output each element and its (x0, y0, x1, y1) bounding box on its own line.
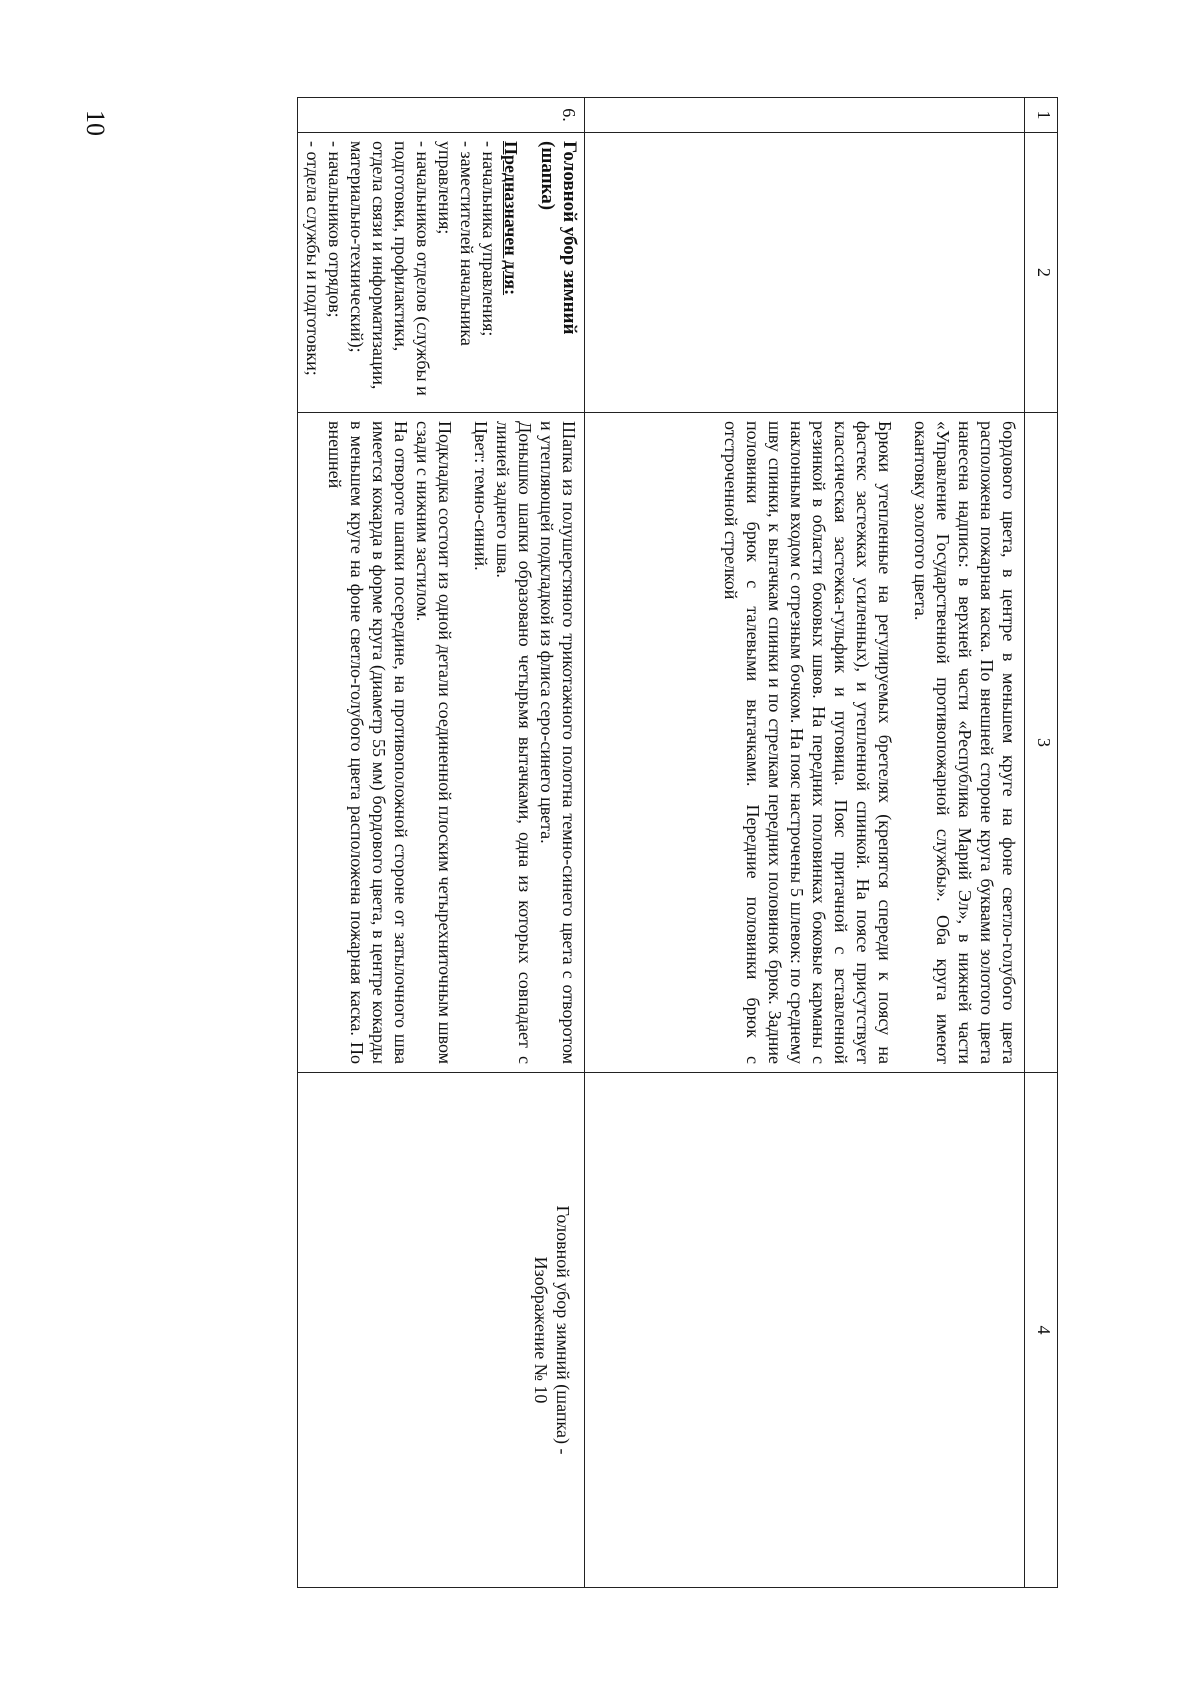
row6-intended-item: - начальников отделов (службы и подготовки, профилактики, отдела связи и информатизации, материально-технический); (347, 141, 433, 396)
cont-col-2 (585, 133, 1025, 413)
page-number: 10 (81, 110, 110, 136)
table-row-continued (585, 98, 1025, 1588)
row6-intended-item: - начальника управления; (479, 141, 499, 337)
row6-intended-item: - отдела службы и подготовки; (303, 141, 323, 376)
cont-desc-p1: бордового цвета, в центре в меньшем круге на фоне светло-голубого цвета расположена пожарная каска. По внешней стороне круга буквами золотого цвета нанесена надпись: в верхней части «Республика Марий Эл», в нижней части «Управление Государственной противопожарной службы». Оба круга имеют окантовку золотого цвета. (911, 421, 1019, 1064)
row6-title: Головной убор зимний (шапка) (537, 141, 580, 335)
header-col-1: 1 (1025, 98, 1058, 133)
header-col-4: 4 (1025, 1073, 1058, 1588)
row6-intended-item: - начальников отрядов; (325, 141, 345, 318)
rotated-table-container (198, 97, 1058, 1587)
row6-intended-item: - заместителей начальника управления; (435, 141, 477, 346)
header-col-3: 3 (1025, 413, 1058, 1073)
table-row-6 (298, 98, 585, 1588)
header-col-2: 2 (1025, 133, 1058, 413)
header-row (1025, 98, 1058, 1588)
row6-image-caption: Головной убор зимний (шапка) - Изображение № 10 (298, 1073, 585, 1588)
cont-desc-p2: Брюки утепленные на регулируемых бретелях (крепятся спереди к поясу на фастекс застежках усиленных), и утепленной спинкой. На поясе присутствует классическая застежка-гульфик и пуговица. Пояс притачной с вставленной резинкой в области боковых швов. На передних половинках боковые карманы с наклонным входом с отрезным бочком. На пояс настрочены 5 шлевок: по среднему шву спинки, к вытачкам спинки и по стрелкам передних половинок брюк. Задние половинки брюк с талевыми вытачками. Передние половинки брюк с отстроченной стрелкой (721, 421, 895, 1064)
row6-desc-p5: На отвороте шапки посередине, на противоположной стороне от затылочного шва имеется кокарда в форме круга (диаметр 55 мм) бордового цвета, в центре кокарды в меньшем круге на фоне светло-голубого цвета расположена пожарная каска. По внешней (325, 421, 411, 1064)
row6-name-cell (298, 133, 585, 413)
row6-desc-p4: Подкладка состоит из одной детали соединенной плоским четырехниточным швом сзади с нижним застилом. (413, 421, 455, 1064)
uniform-table (297, 97, 1058, 1588)
row6-desc-p2: Донышко шапки образовано четырьмя вытачками, одна из которых совпадает с линией заднего шва. (493, 421, 535, 1064)
row6-desc-p1: Шапка из полушерстяного трикотажного полотна темно-синего цвета с отворотом и утепляющей подкладкой из флиса серо-синего цвета. (537, 421, 579, 1064)
row6-number: 6. (298, 98, 585, 133)
cont-col-3 (585, 413, 1025, 1073)
row6-desc-p3: Цвет: темно-синий. (471, 421, 491, 571)
row6-description-cell (298, 413, 585, 1073)
cont-col-4 (585, 1073, 1025, 1588)
row6-intended-label: Предназначен для: (501, 141, 521, 296)
cont-col-1 (585, 98, 1025, 133)
